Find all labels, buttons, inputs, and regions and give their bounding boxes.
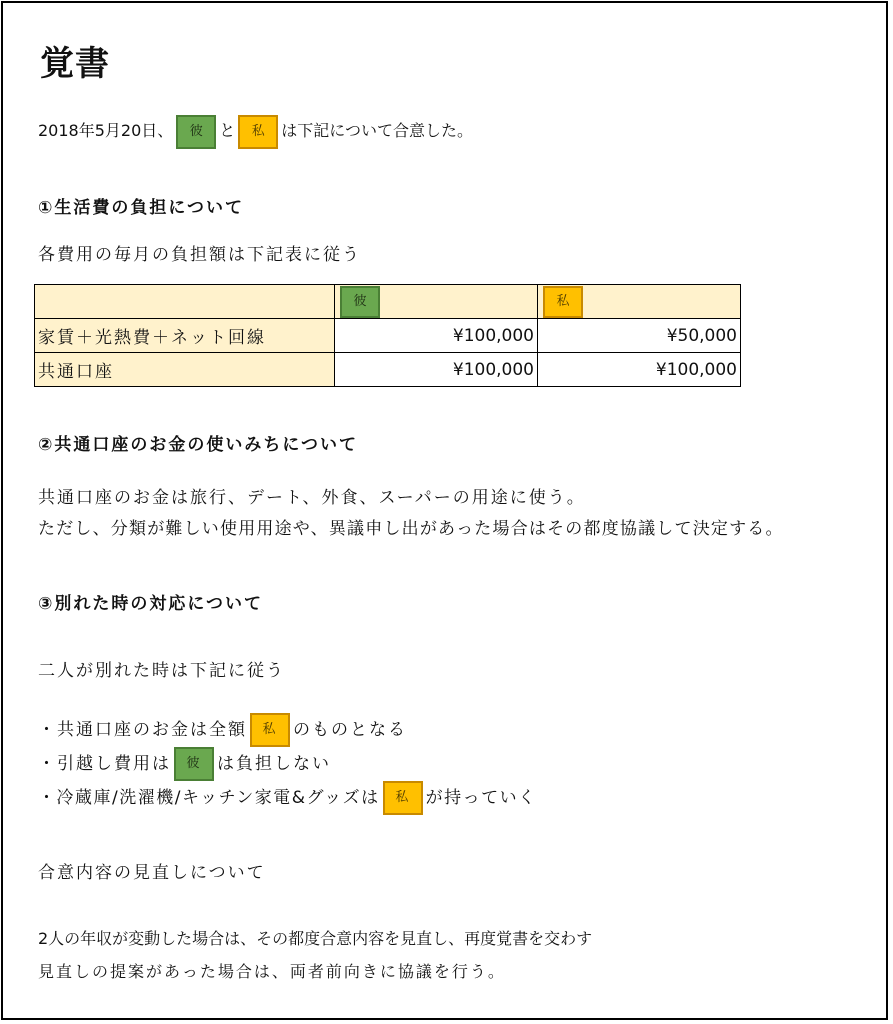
section1-heading: ①生活費の負担について [38, 198, 245, 218]
cost-table [34, 284, 741, 387]
table-cell-he: ¥100,000 [335, 353, 538, 387]
review-heading: 合意内容の見直しについて [38, 863, 266, 883]
me-badge: 私 [383, 781, 423, 815]
me-badge: 私 [250, 713, 290, 747]
review-line-1: 2人の年収が変動した場合は、その都度合意内容を見直し、再度覚書を交わす [38, 929, 593, 948]
section2-heading: ②共通口座のお金の使いみちについて [38, 435, 359, 455]
table-header-row [35, 285, 741, 319]
bullet-suffix: のものとなる [293, 720, 407, 740]
table-row-label: 共通口座 [35, 353, 335, 387]
list-item [38, 713, 407, 747]
intro-date: 2018年5月20日、 [38, 121, 174, 140]
he-badge: 彼 [176, 115, 216, 149]
table-cell-me: ¥100,000 [538, 353, 741, 387]
he-badge: 彼 [174, 747, 214, 781]
section2-line-1: 共通口座のお金は旅行、デート、外食、スーパーの用途に使う。 [38, 488, 586, 508]
document-title: 覚書 [40, 44, 110, 84]
section2-line-2: ただし、分類が難しい使用用途や、異議申し出があった場合はその都度協議して決定する。 [38, 519, 784, 539]
table-cell-me: ¥50,000 [538, 319, 741, 353]
table-row [35, 353, 741, 387]
section3-heading: ③別れた時の対応について [38, 594, 264, 614]
review-line-2: 見直しの提案があった場合は、両者前向きに協議を行う。 [38, 962, 506, 981]
section3-text: 二人が別れた時は下記に従う [38, 661, 285, 681]
he-badge: 彼 [340, 286, 380, 318]
table-header-empty [35, 285, 335, 319]
intro-and: と [219, 121, 236, 140]
list-item [38, 781, 537, 815]
table-row-label: 家賃＋光熱費＋ネット回線 [35, 319, 335, 353]
bullet-prefix: ・共通口座のお金は全額 [38, 720, 247, 740]
intro-line [38, 114, 473, 149]
list-item [38, 747, 331, 781]
me-badge: 私 [543, 286, 583, 318]
bullet-suffix: は負担しない [217, 754, 331, 774]
me-badge: 私 [238, 115, 278, 149]
table-header-me [538, 285, 741, 319]
bullet-suffix: が持っていく [425, 788, 537, 808]
table-cell-he: ¥100,000 [335, 319, 538, 353]
bullet-prefix: ・冷蔵庫/洗濯機/キッチン家電&グッズは [38, 788, 380, 808]
bullet-prefix: ・引越し費用は [38, 754, 171, 774]
section1-text: 各費用の毎月の負担額は下記表に従う [38, 245, 361, 265]
intro-suffix: は下記について合意した。 [281, 121, 473, 140]
table-row [35, 319, 741, 353]
table-header-he [335, 285, 538, 319]
